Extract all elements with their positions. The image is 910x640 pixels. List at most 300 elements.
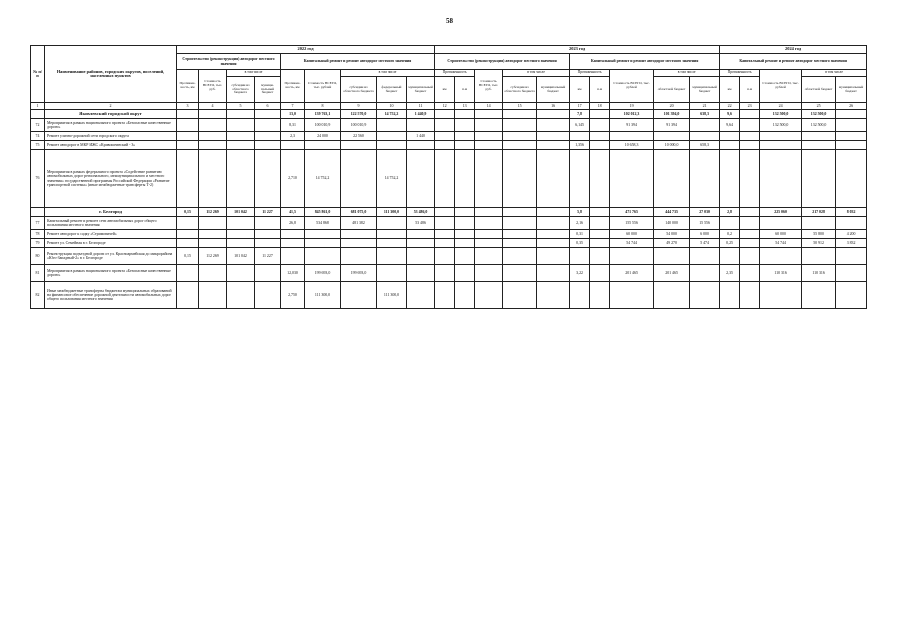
cell-col-20: 49 270 (654, 239, 690, 248)
cell-col-6: 11 227 (255, 208, 281, 217)
h-pm: п.м (590, 77, 610, 103)
cell-col-5 (227, 230, 255, 239)
cell-col-13 (455, 141, 475, 150)
cell-col-7 (281, 141, 305, 150)
cell-col-11 (407, 141, 435, 150)
cell-col-19: 91 394 (610, 119, 654, 132)
h-municipal: муниципальный бюджет (255, 77, 281, 103)
cell-col-24: 132 500,0 (760, 119, 802, 132)
cell-col-20 (654, 248, 690, 265)
cell-col-13 (455, 265, 475, 282)
cell-col-23 (740, 119, 760, 132)
table-row (31, 150, 867, 208)
column-number: 18 (590, 103, 610, 110)
h-municipal: муниципальный бюджет (537, 77, 570, 103)
cell-col-7: 26,8 (281, 217, 305, 230)
cell-col-5 (227, 239, 255, 248)
row-name: Капитальный ремонт и ремонт сети автомобильных дорог общего пользования местного значения (45, 217, 177, 230)
cell-col-7: 41,5 (281, 208, 305, 217)
cell-col-19: 54 744 (610, 239, 654, 248)
cell-col-7 (281, 230, 305, 239)
row-number: 75 (31, 141, 45, 150)
cell-col-3 (177, 239, 199, 248)
cell-col-21 (690, 132, 720, 141)
cell-col-16 (537, 282, 570, 309)
column-number: 11 (407, 103, 435, 110)
cell-col-3: 0,15 (177, 248, 199, 265)
cell-col-10: 111 300,0 (377, 208, 407, 217)
column-number: 13 (455, 103, 475, 110)
cell-col-22: 9,6 (720, 110, 740, 119)
cell-col-15 (503, 141, 537, 150)
h-municipal: муниципальный бюджет (407, 77, 435, 103)
cell-col-9: 481 382 (341, 217, 377, 230)
cell-col-9: 199 693,0 (341, 265, 377, 282)
h-pm: п.м (740, 77, 760, 103)
column-number: 2 (45, 103, 177, 110)
cell-col-4 (199, 282, 227, 309)
cell-col-11 (407, 265, 435, 282)
cell-col-15 (503, 217, 537, 230)
cell-col-13 (455, 110, 475, 119)
cell-col-12 (435, 230, 455, 239)
h-cost-total: Стоимость ВСЕГО, тыс. руб. (199, 70, 227, 103)
column-numbers-row (31, 103, 867, 110)
h-regional: областной бюджет (654, 77, 690, 103)
table-row (31, 230, 867, 239)
page-number: 58 (446, 17, 453, 25)
cell-col-11: 1 440 (407, 132, 435, 141)
cell-col-24 (760, 150, 802, 208)
cell-col-5 (227, 119, 255, 132)
cell-col-11: 1 440,9 (407, 110, 435, 119)
cell-col-26: 4 200 (836, 230, 867, 239)
cell-col-22: 0,25 (720, 239, 740, 248)
row-name: Мероприятия в рамках национального проекта «Безопасные качественные дороги» (45, 119, 177, 132)
row-number: 78 (31, 230, 45, 239)
cell-col-21 (690, 248, 720, 265)
cell-col-15 (503, 248, 537, 265)
cell-col-21 (690, 282, 720, 309)
column-number: 17 (570, 103, 590, 110)
row-number: 76 (31, 150, 45, 208)
column-number: 8 (305, 103, 341, 110)
cell-col-21: 27 030 (690, 208, 720, 217)
cell-col-21: 6 000 (690, 230, 720, 239)
cell-col-15 (503, 150, 537, 208)
cell-col-15 (503, 230, 537, 239)
cell-col-8 (305, 239, 341, 248)
table-row (31, 132, 867, 141)
cell-col-8: 199 693,0 (305, 265, 341, 282)
cell-col-16 (537, 230, 570, 239)
cell-col-23 (740, 217, 760, 230)
cell-col-9: 122 570,0 (341, 110, 377, 119)
cell-col-20: 101 394,0 (654, 110, 690, 119)
cell-col-25 (802, 217, 836, 230)
row-name: Мероприятия в рамках федерального проекта «Содействие развитию автомобильных дорог регионального, межмуниципального и местного значения» государственной программы Российской Федерации «Развитие транспортной системы» (иные межбюджетные трансферты Т-2) (45, 150, 177, 208)
cell-col-15 (503, 282, 537, 309)
cell-col-9: 22 560 (341, 132, 377, 141)
row-name: Ремонт ул. Семейная в г. Белгороде (45, 239, 177, 248)
cell-col-25: 55 800 (802, 230, 836, 239)
cell-col-16 (537, 150, 570, 208)
section-name: Яковлевский городской округ (45, 110, 177, 119)
cell-col-7: 8,31 (281, 119, 305, 132)
h-including: в том числе (227, 70, 281, 77)
cell-col-5 (227, 265, 255, 282)
cell-col-7: 13,0 (281, 110, 305, 119)
cell-col-25: 110 316 (802, 265, 836, 282)
column-number: 4 (199, 103, 227, 110)
cell-col-16 (537, 248, 570, 265)
cell-col-3 (177, 265, 199, 282)
cell-col-14 (475, 230, 503, 239)
cell-col-7 (281, 248, 305, 265)
col-name-header: Наименование районов, городских округов, поселений, населенных пунктов (45, 46, 177, 103)
section-row (31, 208, 867, 217)
cell-col-13 (455, 119, 475, 132)
cell-col-4 (199, 239, 227, 248)
cell-col-15 (503, 119, 537, 132)
cell-col-22 (720, 217, 740, 230)
cell-col-13 (455, 208, 475, 217)
cell-col-9: 681 075,0 (341, 208, 377, 217)
cell-col-12 (435, 119, 455, 132)
cell-col-17 (570, 248, 590, 265)
row-number: 72 (31, 119, 45, 132)
cell-col-6 (255, 265, 281, 282)
h-federal: федеральный бюджет (377, 77, 407, 103)
cell-col-20: 140 000 (654, 217, 690, 230)
cell-col-11 (407, 248, 435, 265)
section-name: г. Белгород (45, 208, 177, 217)
cell-col-10: 111 300,0 (377, 282, 407, 309)
cell-col-17 (570, 282, 590, 309)
cell-col-26 (836, 282, 867, 309)
column-number: 19 (610, 103, 654, 110)
cell-col-13 (455, 282, 475, 309)
cell-col-12 (435, 282, 455, 309)
column-number: 7 (281, 103, 305, 110)
cell-col-10: 14 752,2 (377, 150, 407, 208)
cell-col-14 (475, 150, 503, 208)
cell-col-10 (377, 248, 407, 265)
cell-col-23 (740, 141, 760, 150)
cell-col-3 (177, 150, 199, 208)
cell-col-3 (177, 141, 199, 150)
row-name: Ремонт улично-дорожной сети городского округа (45, 132, 177, 141)
cell-col-21 (690, 265, 720, 282)
cell-col-11: 53 486,0 (407, 208, 435, 217)
cell-col-24 (760, 132, 802, 141)
cell-col-6: 11 227 (255, 248, 281, 265)
cell-col-24: 60 000 (760, 230, 802, 239)
cell-col-19 (610, 132, 654, 141)
h-km: км (570, 77, 590, 103)
cell-col-20 (654, 150, 690, 208)
cell-col-22: 2,35 (720, 265, 740, 282)
col-num-header: № п/п (31, 46, 45, 103)
cell-col-25: 50 912 (802, 239, 836, 248)
cell-col-17: 0,35 (570, 239, 590, 248)
cell-col-26: 8 032 (836, 208, 867, 217)
year-2023-header: 2023 год (435, 46, 720, 54)
row-name: Иные межбюджетные трансферты бюджетам муниципальных образований на финансовое обеспечение дорожной деятельности автомобильных дорог общего пользования местного значения (45, 282, 177, 309)
h-pm: п.м (455, 77, 475, 103)
group-2023-construction: Строительство (реконструкция) автодорог местного значения (435, 54, 570, 70)
column-number: 1 (31, 103, 45, 110)
h-including: в том числе (341, 70, 435, 77)
column-number: 15 (503, 103, 537, 110)
cell-col-22 (720, 282, 740, 309)
cell-col-12 (435, 217, 455, 230)
cell-col-15 (503, 208, 537, 217)
cell-col-25 (802, 150, 836, 208)
cell-col-12 (435, 265, 455, 282)
cell-col-4: 112 269 (199, 208, 227, 217)
cell-col-20: 201 465 (654, 265, 690, 282)
cell-col-14 (475, 208, 503, 217)
column-number: 20 (654, 103, 690, 110)
cell-col-20: 10 000,0 (654, 141, 690, 150)
column-number: 6 (255, 103, 281, 110)
cell-col-23 (740, 282, 760, 309)
budget-table (30, 45, 867, 309)
cell-col-18 (590, 248, 610, 265)
cell-col-9: 100 010,9 (341, 119, 377, 132)
cell-col-14 (475, 132, 503, 141)
row-name: Мероприятия в рамках национального проекта «Безопасные качественные дороги» (45, 265, 177, 282)
cell-col-17: 6,145 (570, 119, 590, 132)
cell-col-5: 101 042 (227, 208, 255, 217)
cell-col-22: 0,2 (720, 230, 740, 239)
cell-col-18 (590, 132, 610, 141)
cell-col-26: 3 832 (836, 239, 867, 248)
table-row (31, 119, 867, 132)
cell-col-9 (341, 248, 377, 265)
table-row (31, 239, 867, 248)
cell-col-12 (435, 208, 455, 217)
h-length: Протяженность (435, 70, 475, 77)
column-number: 25 (802, 103, 836, 110)
cell-col-13 (455, 230, 475, 239)
cell-col-3: 0,15 (177, 208, 199, 217)
cell-col-9 (341, 230, 377, 239)
cell-col-18 (590, 230, 610, 239)
cell-col-26 (836, 150, 867, 208)
cell-col-25 (802, 282, 836, 309)
cell-col-17: 3,22 (570, 265, 590, 282)
table-row (31, 141, 867, 150)
h-including: в том числе (503, 70, 570, 77)
cell-col-8: 100 010,9 (305, 119, 341, 132)
cell-col-11 (407, 239, 435, 248)
cell-col-6 (255, 282, 281, 309)
h-including: в том числе (654, 70, 720, 77)
cell-col-6 (255, 110, 281, 119)
cell-col-26 (836, 119, 867, 132)
cell-col-16 (537, 119, 570, 132)
cell-col-26 (836, 110, 867, 119)
cell-col-8: 111 300,0 (305, 282, 341, 309)
cell-col-4 (199, 119, 227, 132)
cell-col-8: 534 868 (305, 217, 341, 230)
h-regional: областной бюджет (802, 77, 836, 103)
cell-col-19: 201 465 (610, 265, 654, 282)
cell-col-16 (537, 110, 570, 119)
h-cost-total: Стоимость ВСЕГО, тыс. рублей (760, 70, 802, 103)
column-number: 16 (537, 103, 570, 110)
cell-col-7: 2,3 (281, 132, 305, 141)
cell-col-9 (341, 150, 377, 208)
cell-col-24: 132 500,0 (760, 110, 802, 119)
h-cost-total: Стоимость ВСЕГО, тыс. руб. (475, 70, 503, 103)
cell-col-21 (690, 150, 720, 208)
cell-col-22 (720, 132, 740, 141)
h-municipal: муниципальный бюджет (690, 77, 720, 103)
cell-col-21: 638,3 (690, 110, 720, 119)
cell-col-10 (377, 217, 407, 230)
h-length: Протяженность (570, 70, 610, 77)
cell-col-13 (455, 150, 475, 208)
cell-col-23 (740, 208, 760, 217)
cell-col-18 (590, 239, 610, 248)
budget-table-wrapper (30, 45, 866, 309)
cell-col-10 (377, 141, 407, 150)
cell-col-25 (802, 132, 836, 141)
cell-col-13 (455, 217, 475, 230)
cell-col-5 (227, 132, 255, 141)
h-subsidy: субсидии из областного бюджета (503, 77, 537, 103)
cell-col-21: 658,3 (690, 141, 720, 150)
table-row (31, 217, 867, 230)
cell-col-21: 5 474 (690, 239, 720, 248)
cell-col-5 (227, 217, 255, 230)
cell-col-12 (435, 248, 455, 265)
group-2024-repair: Капитальный ремонт и ремонт автодорог местного значения (720, 54, 867, 70)
h-km: км (435, 77, 455, 103)
h-municipal: муниципальный бюджет (836, 77, 867, 103)
cell-col-24: 54 744 (760, 239, 802, 248)
table-row (31, 248, 867, 265)
cell-col-3 (177, 217, 199, 230)
cell-col-4 (199, 150, 227, 208)
cell-col-26 (836, 265, 867, 282)
h-cost-total: Стоимость ВСЕГО, тыс. рублей (610, 70, 654, 103)
cell-col-20 (654, 282, 690, 309)
cell-col-25 (802, 141, 836, 150)
cell-col-19 (610, 248, 654, 265)
h-including: в том числе (802, 70, 867, 77)
group-2023-repair: Капитальный ремонт и ремонт автодорог местного значения (570, 54, 720, 70)
group-2022-construction: Строительство (реконструкция) автодорог местного значения (177, 54, 281, 70)
cell-col-14 (475, 265, 503, 282)
cell-col-8: 14 752,2 (305, 150, 341, 208)
column-number: 26 (836, 103, 867, 110)
h-length: Протяженность, км (281, 70, 305, 103)
cell-col-5: 101 042 (227, 248, 255, 265)
cell-col-20: 91 394 (654, 119, 690, 132)
table-row (31, 282, 867, 309)
table-row (31, 265, 867, 282)
cell-col-19 (610, 150, 654, 208)
cell-col-18 (590, 119, 610, 132)
cell-col-13 (455, 132, 475, 141)
cell-col-23 (740, 265, 760, 282)
cell-col-16 (537, 239, 570, 248)
cell-col-19: 471 765 (610, 208, 654, 217)
cell-col-10: 14 752,2 (377, 110, 407, 119)
cell-col-18 (590, 217, 610, 230)
cell-col-18 (590, 110, 610, 119)
cell-col-3 (177, 282, 199, 309)
cell-col-15 (503, 239, 537, 248)
cell-col-17: 2,16 (570, 217, 590, 230)
cell-col-16 (537, 265, 570, 282)
cell-col-3 (177, 119, 199, 132)
column-number: 14 (475, 103, 503, 110)
cell-col-14 (475, 282, 503, 309)
cell-col-14 (475, 119, 503, 132)
cell-col-24 (760, 282, 802, 309)
row-name: Ремонт автодорог в МКР ИЖС «Кривошеинский - 3» (45, 141, 177, 150)
cell-col-12 (435, 110, 455, 119)
cell-col-26 (836, 217, 867, 230)
cell-col-8: 139 763,1 (305, 110, 341, 119)
row-number (31, 208, 45, 217)
cell-col-24: 225 060 (760, 208, 802, 217)
cell-col-8: 24 000 (305, 132, 341, 141)
cell-col-26 (836, 248, 867, 265)
cell-col-25 (802, 248, 836, 265)
cell-col-16 (537, 132, 570, 141)
cell-col-18 (590, 208, 610, 217)
cell-col-7: 12,030 (281, 265, 305, 282)
cell-col-20: 54 000 (654, 230, 690, 239)
cell-col-22: 2,8 (720, 208, 740, 217)
cell-col-14 (475, 239, 503, 248)
cell-col-16 (537, 141, 570, 150)
row-number: 81 (31, 265, 45, 282)
cell-col-16 (537, 217, 570, 230)
year-2022-header: 2022 год (177, 46, 435, 54)
cell-col-18 (590, 265, 610, 282)
cell-col-15 (503, 132, 537, 141)
column-number: 12 (435, 103, 455, 110)
cell-col-18 (590, 282, 610, 309)
cell-col-7 (281, 239, 305, 248)
cell-col-15 (503, 110, 537, 119)
cell-col-8 (305, 141, 341, 150)
cell-col-12 (435, 141, 455, 150)
cell-col-11: 53 486 (407, 217, 435, 230)
cell-col-10 (377, 119, 407, 132)
row-number: 74 (31, 132, 45, 141)
column-number: 10 (377, 103, 407, 110)
row-number: 79 (31, 239, 45, 248)
h-km: км (720, 77, 740, 103)
cell-col-14 (475, 141, 503, 150)
cell-col-26 (836, 141, 867, 150)
cell-col-8 (305, 248, 341, 265)
cell-col-12 (435, 150, 455, 208)
cell-col-10 (377, 230, 407, 239)
h-subsidy: субсидии из областного бюджета (341, 77, 377, 103)
cell-col-4 (199, 230, 227, 239)
cell-col-3 (177, 110, 199, 119)
cell-col-6 (255, 141, 281, 150)
